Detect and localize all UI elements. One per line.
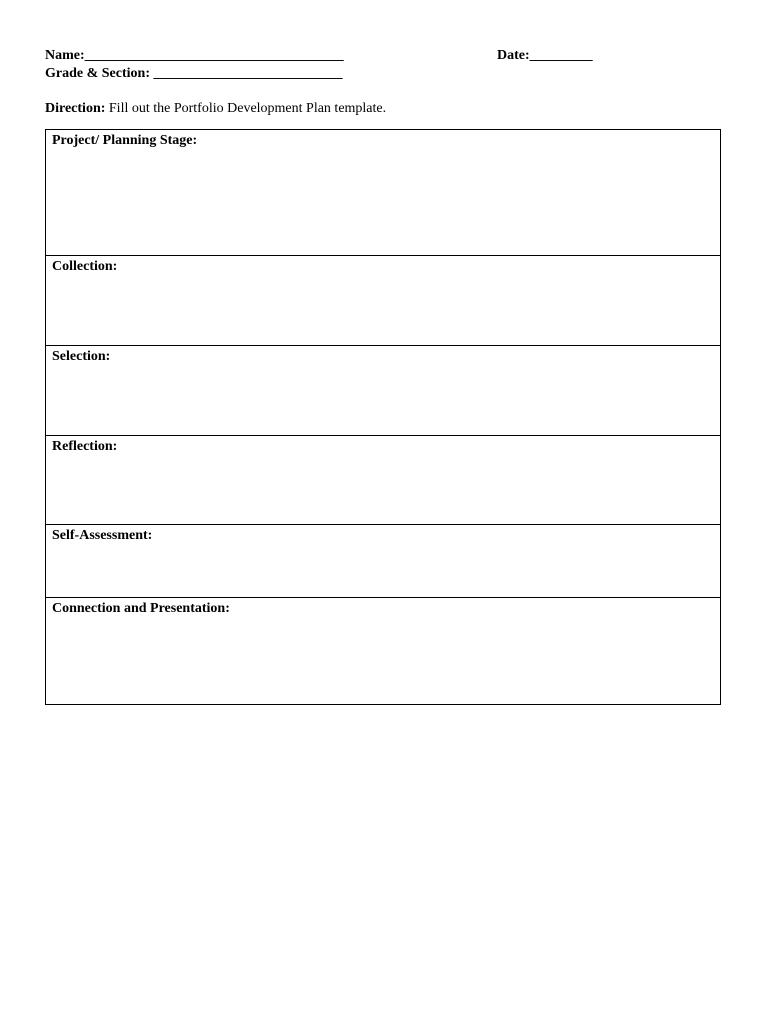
section-label: Collection: [52,259,118,274]
grade-section-blank-line[interactable]: ___________________________ [153,66,343,81]
plan-section-self-assessment[interactable] [46,525,720,598]
section-label: Connection and Presentation: [52,601,230,616]
plan-section-planning-stage[interactable] [46,130,720,256]
portfolio-plan-table [45,129,721,705]
name-blank-line[interactable]: _____________________________________ [84,48,344,63]
date-field[interactable] [497,48,593,64]
plan-section-collection[interactable] [46,256,720,346]
section-label: Project/ Planning Stage: [52,133,198,148]
grade-section-label: Grade & Section: [45,66,154,81]
name-label: Name: [45,48,85,63]
name-field[interactable] [45,48,344,64]
plan-section-connection-presentation[interactable] [46,598,720,704]
date-blank-line[interactable]: _________ [529,48,593,63]
plan-section-selection[interactable] [46,346,720,436]
section-label: Selection: [52,349,111,364]
direction-line [45,101,386,117]
date-label: Date: [497,48,530,63]
direction-text: Fill out the Portfolio Development Plan template. [105,101,387,116]
grade-section-field[interactable] [45,66,342,82]
section-label: Reflection: [52,439,118,454]
direction-label: Direction: [45,101,106,116]
plan-section-reflection[interactable] [46,436,720,525]
section-label: Self-Assessment: [52,528,153,543]
